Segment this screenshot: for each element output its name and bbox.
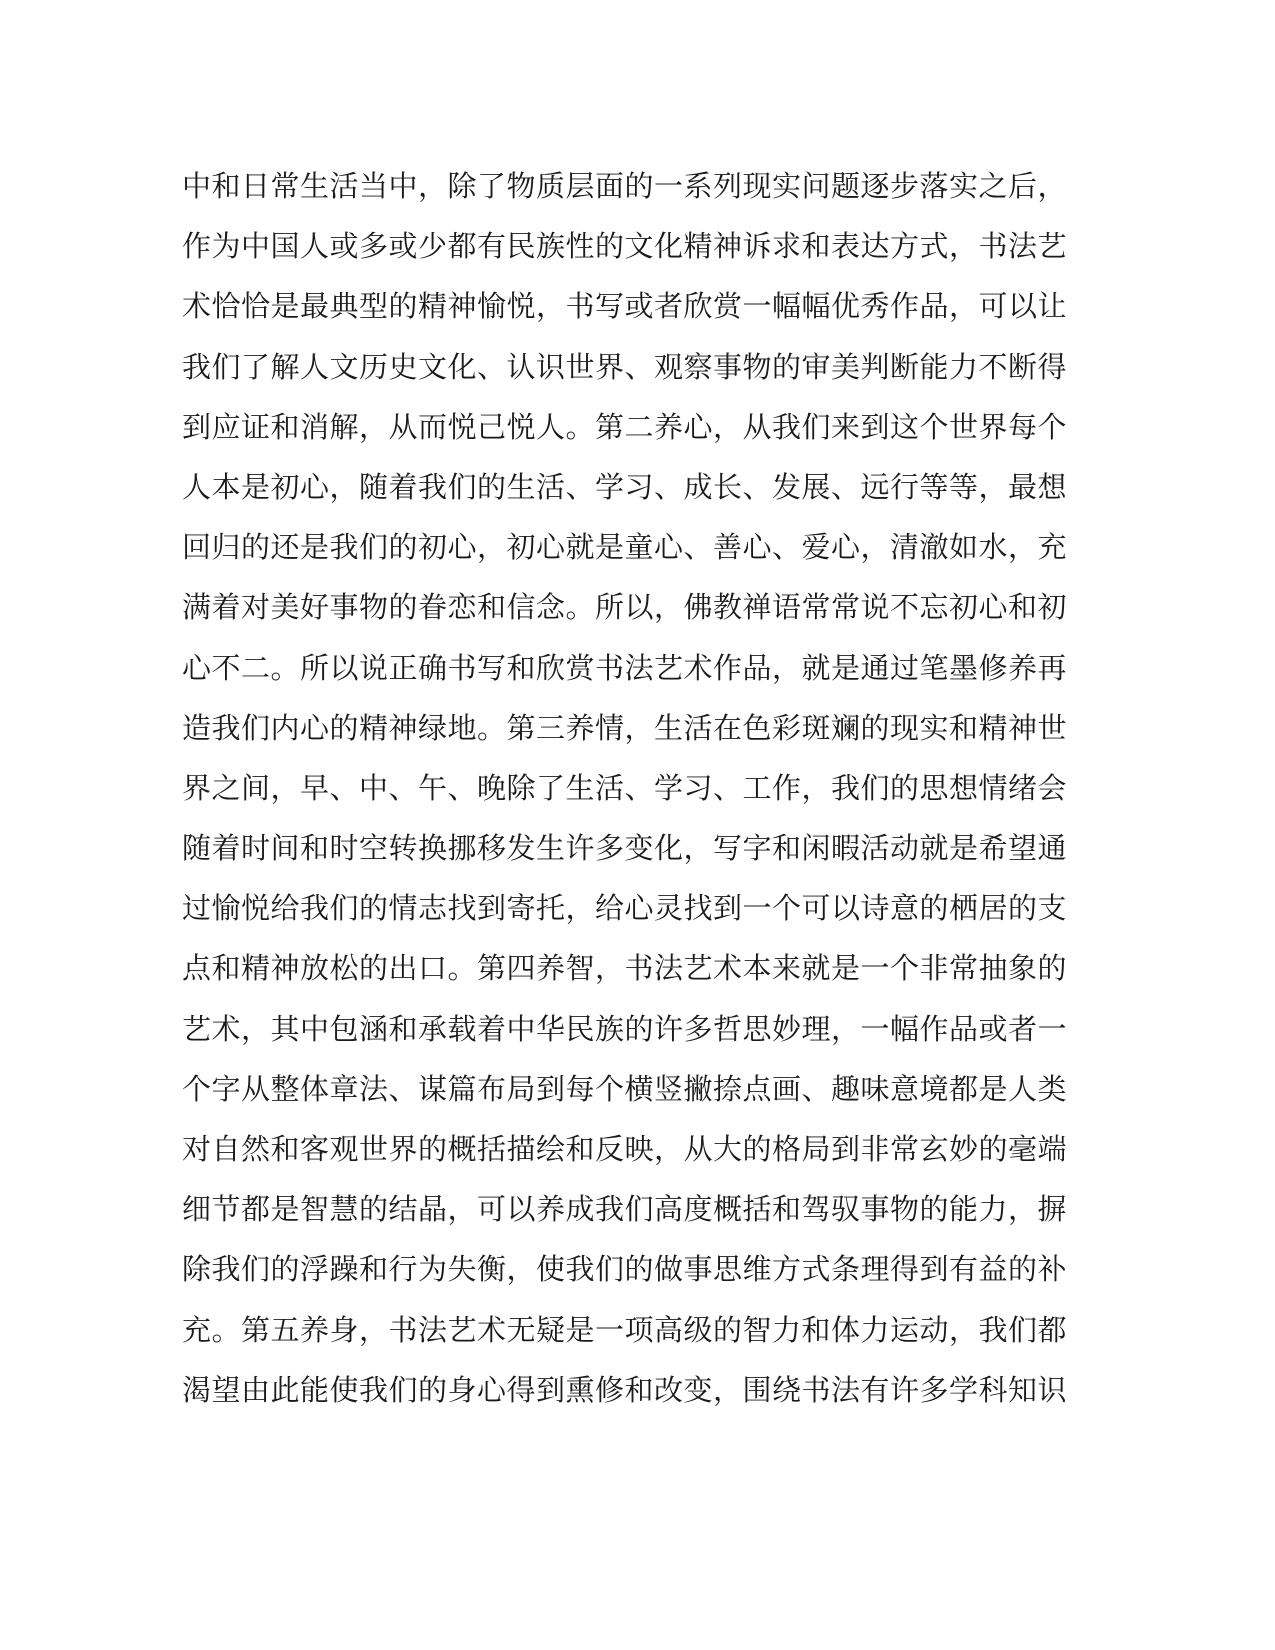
text-line: 随着时间和时空转换挪移发生许多变化，写字和闲暇活动就是希望通 — [182, 831, 1068, 866]
text-line: 充。第五养身，书法艺术无疑是一项高级的智力和体力运动，我们都 — [182, 1312, 1068, 1347]
text-line: 除我们的浮躁和行为失衡，使我们的做事思维方式条理得到有益的补 — [182, 1252, 1068, 1287]
text-line: 作为中国人或多或少都有民族性的文化精神诉求和表达方式，书法艺 — [182, 229, 1068, 264]
text-line: 心不二。所以说正确书写和欣赏书法艺术作品，就是通过笔墨修养再 — [182, 650, 1068, 685]
text-line: 造我们内心的精神绿地。第三养情，生活在色彩斑斓的现实和精神世 — [182, 710, 1068, 745]
text-line: 渴望由此能使我们的身心得到熏修和改变，围绕书法有许多学科知识 — [182, 1372, 1068, 1407]
text-line: 中和日常生活当中，除了物质层面的一系列现实问题逐步落实之后， — [182, 169, 1068, 203]
text-line: 个字从整体章法、谋篇布局到每个横竖撇捺点画、趣味意境都是人类 — [182, 1071, 1068, 1106]
text-line: 对自然和客观世界的概括描绘和反映，从大的格局到非常玄妙的毫端 — [182, 1132, 1068, 1166]
text-line: 过愉悦给我们的情志找到寄托，给心灵找到一个可以诗意的栖居的支 — [182, 891, 1068, 926]
text-line: 细节都是智慧的结晶，可以养成我们高度概括和驾驭事物的能力，摒 — [182, 1192, 1068, 1227]
text-line: 人本是初心，随着我们的生活、学习、成长、发展、远行等等，最想 — [182, 469, 1068, 504]
text-line: 界之间，早、中、午、晚除了生活、学习、工作，我们的思想情绪会 — [182, 770, 1068, 805]
text-line: 艺术，其中包涵和承载着中华民族的许多哲思妙理，一幅作品或者一 — [182, 1011, 1068, 1046]
text-line: 术恰恰是最典型的精神愉悦，书写或者欣赏一幅幅优秀作品，可以让 — [182, 289, 1068, 324]
text-line: 满着对美好事物的眷恋和信念。所以，佛教禅语常常说不忘初心和初 — [182, 590, 1068, 625]
text-line: 点和精神放松的出口。第四养智，书法艺术本来就是一个非常抽象的 — [182, 951, 1068, 986]
text-line: 到应证和消解，从而悦己悦人。第二养心，从我们来到这个世界每个 — [182, 409, 1068, 444]
text-line: 回归的还是我们的初心，初心就是童心、善心、爱心，清澈如水，充 — [182, 530, 1068, 565]
body-text — [182, 156, 1068, 1420]
text-line: 我们了解人文历史文化、认识世界、观察事物的审美判断能力不断得 — [182, 349, 1068, 384]
